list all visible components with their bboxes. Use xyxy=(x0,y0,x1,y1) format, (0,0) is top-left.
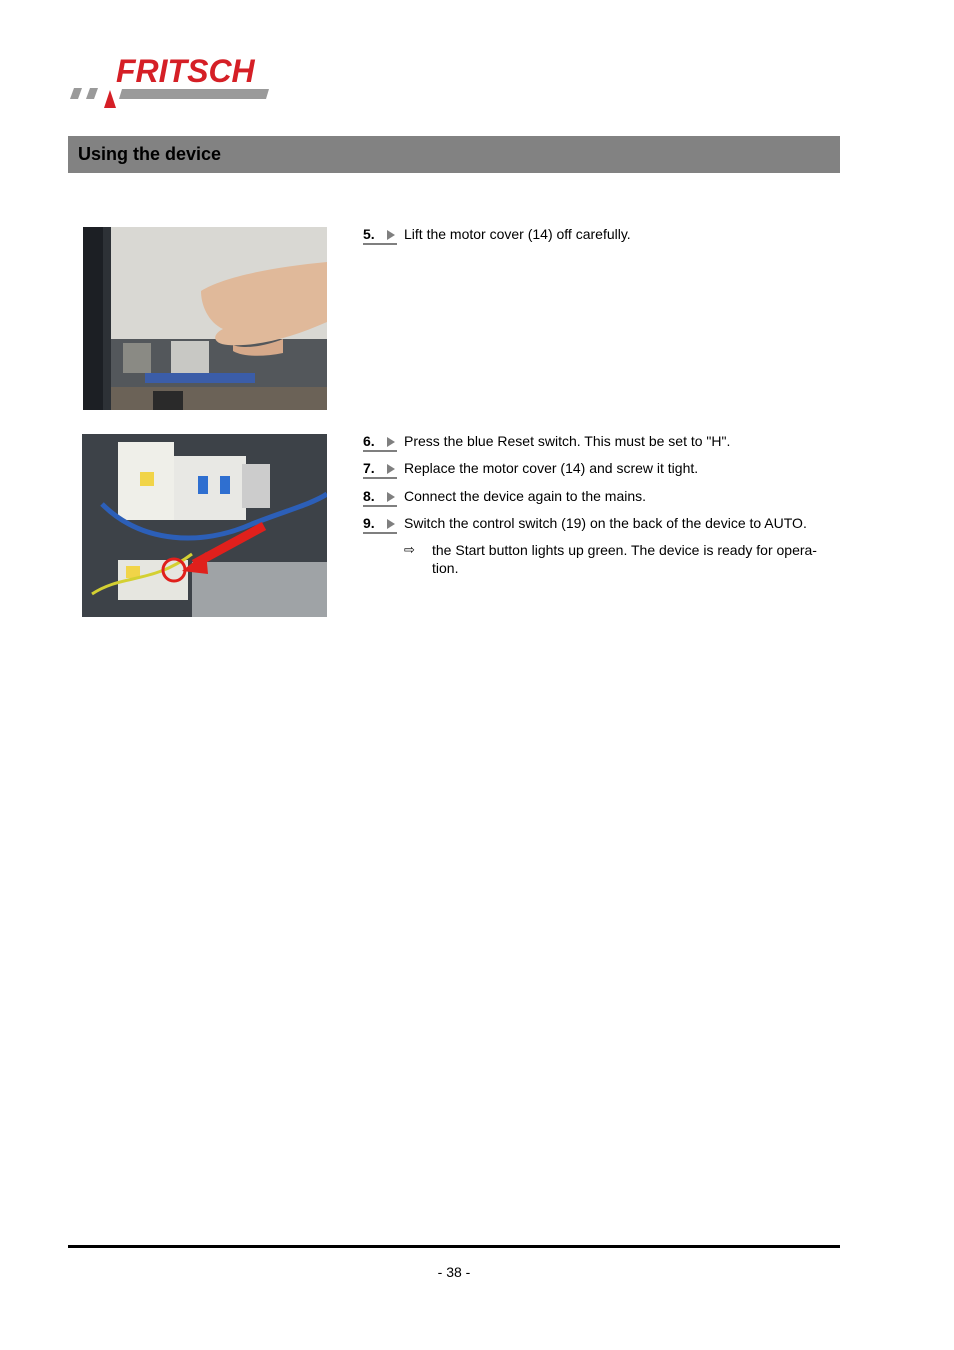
step-number: 5. xyxy=(363,225,397,245)
result-text xyxy=(432,541,842,577)
step-number: 9. xyxy=(363,514,397,534)
step-text: Switch the control switch (19) on the back of the device to AUTO. xyxy=(404,515,807,531)
logo-text: FRITSCH xyxy=(116,53,255,89)
step-arrow-icon xyxy=(387,519,395,529)
step-arrow-icon xyxy=(387,437,395,447)
page-number: - 38 - xyxy=(437,1264,471,1280)
result-line-2: tion. xyxy=(432,560,459,576)
result-arrow-icon: ⇨ xyxy=(404,542,415,557)
step-number: 7. xyxy=(363,459,397,479)
motor-cover-photo xyxy=(83,227,327,410)
result-line-1: the Start button lights up green. The device is ready for opera- xyxy=(432,542,817,558)
section-header xyxy=(68,136,840,173)
fritsch-logo xyxy=(66,52,286,112)
step-number: 6. xyxy=(363,432,397,452)
step-arrow-icon xyxy=(387,492,395,502)
step-text: Connect the device again to the mains. xyxy=(404,488,647,504)
section-title: Using the device xyxy=(78,144,222,164)
step-text: Replace the motor cover (14) and screw it tight. xyxy=(404,460,699,476)
step-arrow-icon xyxy=(387,464,395,474)
step-number: 8. xyxy=(363,487,397,507)
footer-rule xyxy=(68,1245,840,1248)
step-text: Press the blue Reset switch. This must be set to "H". xyxy=(404,433,731,449)
step-text: Lift the motor cover (14) off carefully. xyxy=(404,226,631,242)
step-arrow-icon xyxy=(387,230,395,240)
reset-switch-photo xyxy=(82,434,327,617)
